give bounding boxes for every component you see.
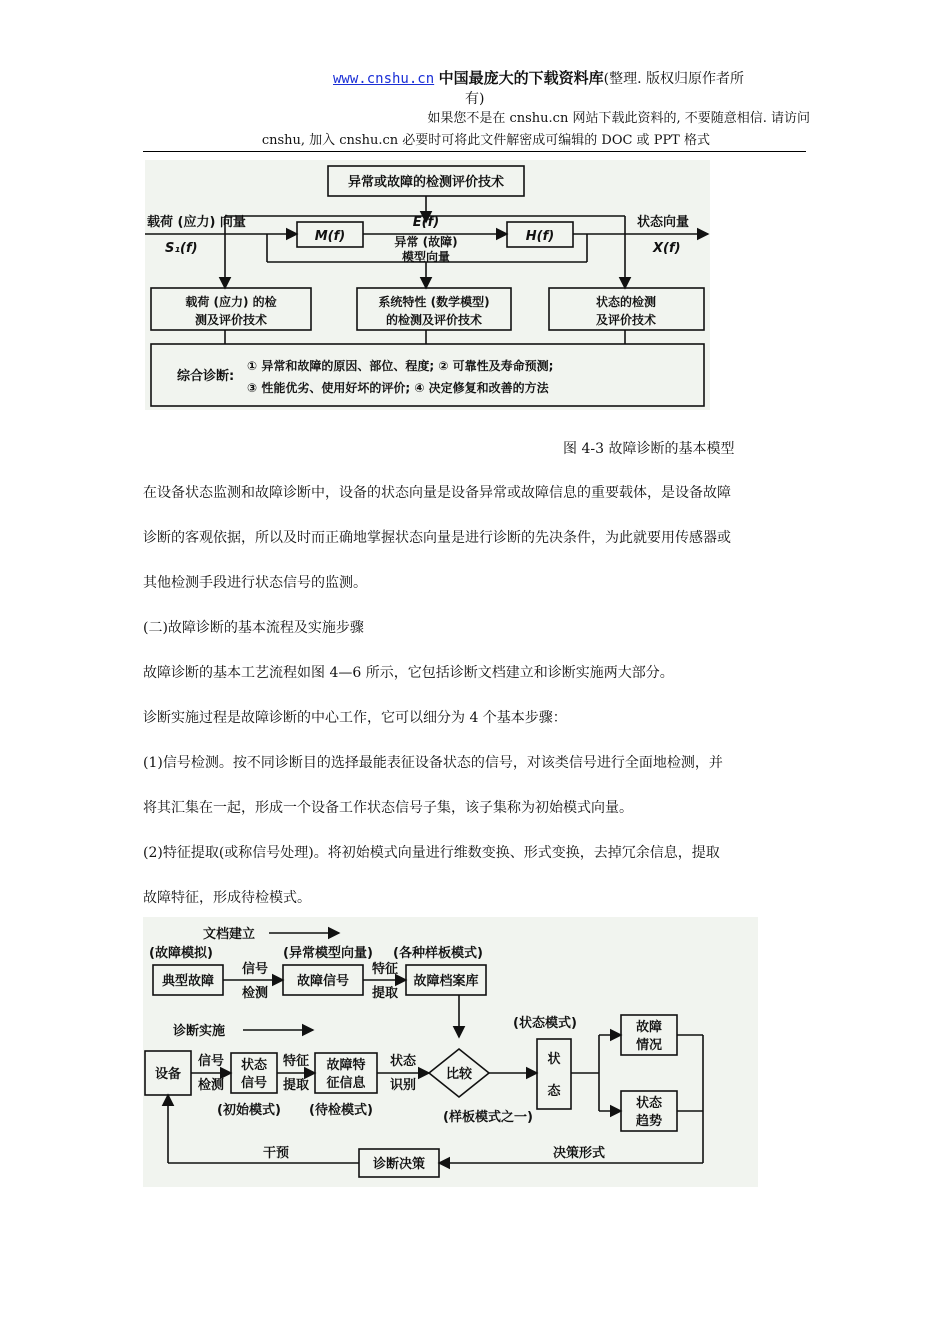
paragraph-line: 故障特征，形成待检模式。: [143, 890, 311, 906]
template-one-label: (样板模式之一): [443, 1110, 533, 1125]
sig-det-1: 信号: [197, 1054, 225, 1069]
figure-caption: 图 4-3 故障诊断的基本模型: [563, 441, 735, 457]
site-header: [300, 68, 820, 109]
model-line-1: 异常 (故障): [394, 235, 458, 249]
abnormal-vec-label: (异常模型向量): [283, 946, 373, 961]
state-id-1: 状态: [389, 1054, 417, 1069]
paragraph-line: 故障诊断的基本工艺流程如图 4—6 所示，它包括诊断文档建立和诊断实施两大部分。: [143, 665, 674, 681]
doc-build-label: 文档建立: [203, 927, 256, 942]
figure-basic-model-svg: [145, 160, 710, 410]
paragraph-line: (1)信号检测。按不同诊断目的选择最能表征设备状态的信号，对该类信号进行全面地检测，并: [143, 755, 723, 771]
extract-label: 提取: [371, 986, 399, 1001]
input-symbol: S₁(f): [165, 241, 198, 256]
box-right-l1: 状态的检测: [595, 295, 657, 309]
paragraph-line: 其他检测手段进行状态信号的监测。: [143, 575, 367, 591]
paragraph-line: 在设备状态监测和故障诊断中，设备的状态向量是设备异常或故障信息的重要载体，是设备故障: [143, 485, 731, 501]
feature-label: 特征: [371, 962, 399, 977]
fault-cond-2: 情况: [635, 1038, 663, 1053]
diag-decision-label: 诊断决策: [372, 1157, 426, 1172]
figure-basic-model: [145, 160, 710, 410]
compare-label: 比较: [445, 1067, 473, 1082]
state-box-2: 态: [547, 1084, 561, 1099]
box-left-l1: 载荷 (应力) 的检: [185, 295, 277, 309]
e-label: E(f): [412, 215, 440, 230]
top-box-label: 异常或故障的检测评价技术: [347, 175, 505, 190]
detect-label: 检测: [241, 986, 269, 1001]
paragraph-line: (2)特征提取(或称信号处理)。将初始模式向量进行维数变换、形式变换，去掉冗余信息，提取: [143, 845, 720, 861]
fault-signal-label: 故障信号: [296, 974, 350, 989]
box-right-l2: 及评价技术: [595, 313, 657, 327]
typical-fault-label: 典型故障: [161, 974, 215, 989]
figure-flow: [143, 917, 758, 1187]
paragraph-line: 诊断的客观依据，所以及时而正确地掌握状态向量是进行诊断的先决条件，为此就要用传感器或: [143, 530, 731, 546]
header-title-rest: (整理. 版权归原作者所: [603, 71, 744, 87]
diag-line-1: ① 异常和故障的原因、部位、程度; ② 可靠性及寿命预测;: [247, 359, 554, 373]
box-mid-l1: 系统特性 (数学模型): [378, 295, 490, 309]
site-link[interactable]: www.cnshu.cn: [333, 71, 435, 87]
diag-impl-label: 诊断实施: [173, 1024, 226, 1039]
state-id-2: 识别: [389, 1078, 417, 1093]
decision-form-label: 决策形式: [553, 1146, 606, 1161]
fault-feat-2: 征信息: [326, 1076, 366, 1091]
fault-sim-label: (故障模拟): [149, 946, 213, 961]
fault-archive-label: 故障档案库: [413, 974, 479, 989]
output-symbol: X(f): [653, 241, 681, 256]
diag-label: 综合诊断:: [177, 369, 235, 384]
figure-flow-svg: [143, 917, 758, 1187]
templates-label: (各种样板模式): [393, 946, 483, 961]
box-mid-l2: 的检测及评价技术: [385, 313, 483, 327]
notice-line-2: cnshu, 加入 cnshu.cn 必要时可将此文件解密成可编辑的 DOC 或 PPT 格式: [261, 133, 710, 148]
header-title: 中国最庞大的下载资料库: [438, 69, 604, 87]
paragraph-line: 诊断实施过程是故障诊断的中心工作，它可以细分为 4 个基本步骤：: [143, 710, 567, 726]
feat-1: 特征: [282, 1054, 310, 1069]
state-sig-1: 状态: [240, 1058, 268, 1073]
header-title-cont: 有): [465, 91, 485, 107]
state-trend-1: 状态: [635, 1096, 663, 1111]
diag-line-2: ③ 性能优劣、使用好坏的评价; ④ 决定修复和改善的方法: [247, 381, 549, 395]
paragraph-line: 将其汇集在一起，形成一个设备工作状态信号子集，该子集称为初始模式向量。: [143, 800, 633, 816]
state-box-1: 状: [547, 1052, 561, 1067]
model-line-2: 模型向量: [401, 250, 451, 264]
h-box-label: H(f): [525, 229, 555, 244]
signal-label: 信号: [241, 962, 269, 977]
fault-cond-1: 故障: [635, 1020, 663, 1035]
box-left-l2: 测及评价技术: [194, 313, 268, 327]
header-notice: [240, 108, 810, 152]
state-mode-label: (状态模式): [513, 1016, 577, 1031]
notice-line-1: 如果您不是在 cnshu.cn 网站下载此资料的, 不要随意相信. 请访问: [427, 111, 810, 126]
state-trend-2: 趋势: [635, 1114, 663, 1129]
m-box-label: M(f): [314, 229, 346, 244]
equipment-label: 设备: [154, 1067, 182, 1082]
initial-mode-label: (初始模式): [217, 1103, 281, 1118]
header-rule: [143, 151, 806, 152]
input-label: 载荷 (应力) 向量: [147, 215, 246, 230]
section-heading: (二)故障诊断的基本流程及实施步骤: [143, 620, 364, 636]
sig-det-2: 检测: [197, 1078, 225, 1093]
intervene-label: 干预: [263, 1146, 290, 1161]
feat-2: 提取: [282, 1078, 310, 1093]
pending-mode-label: (待检模式): [309, 1103, 373, 1118]
state-sig-2: 信号: [240, 1076, 268, 1091]
fault-feat-1: 故障特: [326, 1058, 366, 1073]
output-label: 状态向量: [637, 215, 690, 230]
